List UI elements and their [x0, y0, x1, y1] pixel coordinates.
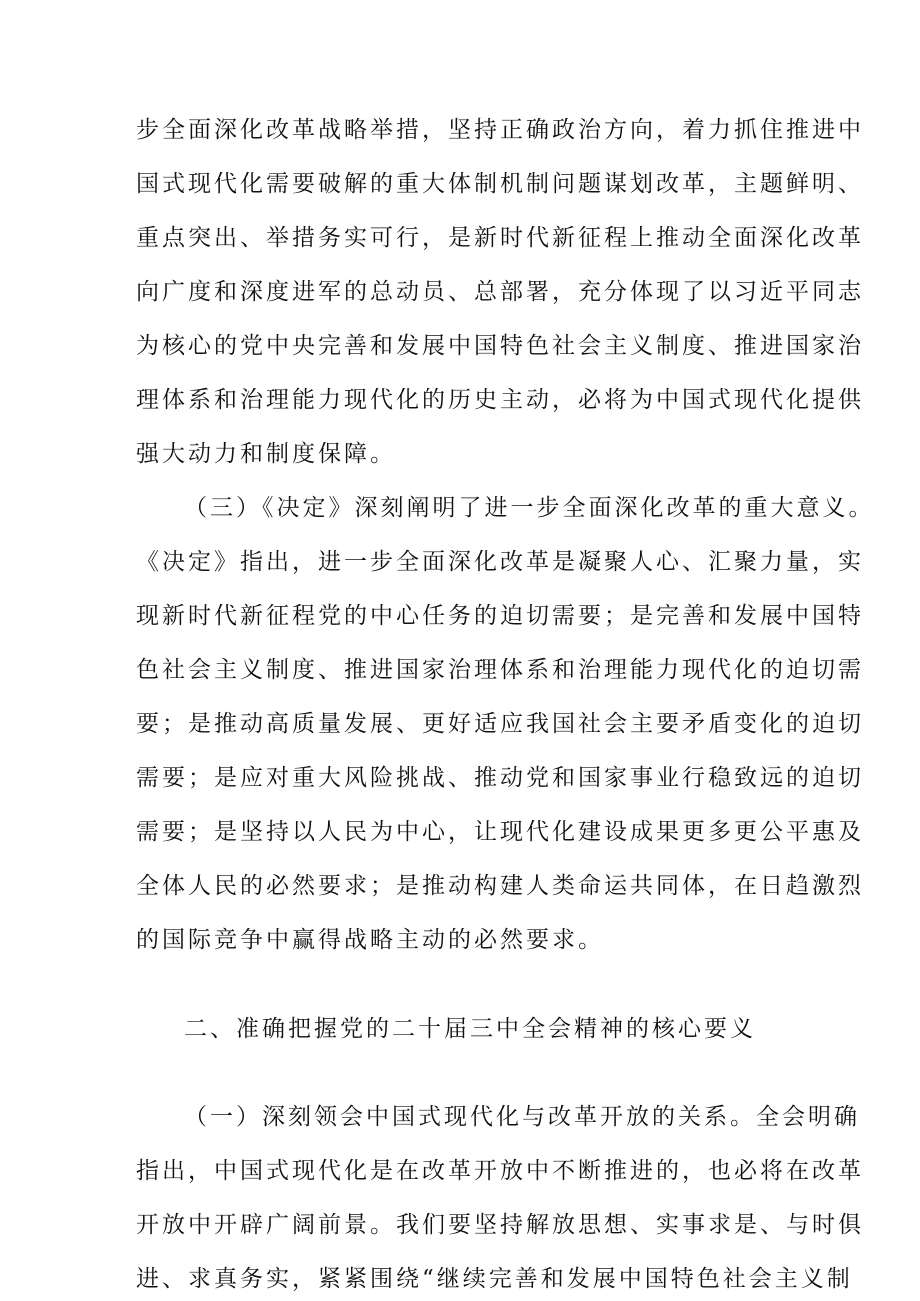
text-line: 步全面深化改革战略举措，坚持正确政治方向，着力抓住推进中: [136, 117, 864, 143]
text-line: 色社会主义制度、推进国家治理体系和治理能力现代化的迫切需: [136, 657, 864, 683]
text-line: 重点突出、举措务实可行，是新时代新征程上推动全面深化改革: [136, 225, 864, 251]
text-line: 开放中开辟广阔前景。我们要坚持解放思想、实事求是、与时俱: [136, 1212, 864, 1238]
text-line: 国式现代化需要破解的重大体制机制问题谋划改革，主题鲜明、: [136, 171, 864, 197]
text-line: 需要；是应对重大风险挑战、推动党和国家事业行稳致远的迫切: [136, 765, 864, 791]
text-line: 《决定》指出，进一步全面深化改革是凝聚人心、汇聚力量，实: [136, 549, 864, 575]
chapter-heading: 二、准确把握党的二十届三中全会精神的核心要义: [184, 1016, 756, 1042]
text-line: 理体系和治理能力现代化的历史主动，必将为中国式现代化提供: [136, 387, 864, 413]
text-line: 进、求真务实，紧紧围绕“继续完善和发展中国特色社会主义制: [136, 1266, 853, 1292]
section-heading-3: （三）《决定》深刻阐明了进一步全面深化改革的重大意义。: [184, 495, 875, 521]
text-line: 向广度和深度进军的总动员、总部署，充分体现了以习近平同志: [136, 279, 864, 305]
text-line: 的国际竞争中赢得战略主动的必然要求。: [136, 927, 604, 953]
text-line: 需要；是坚持以人民为中心，让现代化建设成果更多更公平惠及: [136, 819, 864, 845]
text-line: 强大动力和制度保障。: [136, 441, 396, 467]
text-line: 指出，中国式现代化是在改革开放中不断推进的，也必将在改革: [136, 1158, 864, 1184]
text-line: 全体人民的必然要求；是推动构建人类命运共同体，在日趋激烈: [136, 873, 864, 899]
text-line: 为核心的党中央完善和发展中国特色社会主义制度、推进国家治: [136, 333, 864, 359]
text-line: 现新时代新征程党的中心任务的迫切需要；是完善和发展中国特: [136, 603, 864, 629]
section-heading-1: （一）深刻领会中国式现代化与改革开放的关系。全会明确: [184, 1104, 860, 1130]
text-line: 要；是推动高质量发展、更好适应我国社会主要矛盾变化的迫切: [136, 711, 864, 737]
